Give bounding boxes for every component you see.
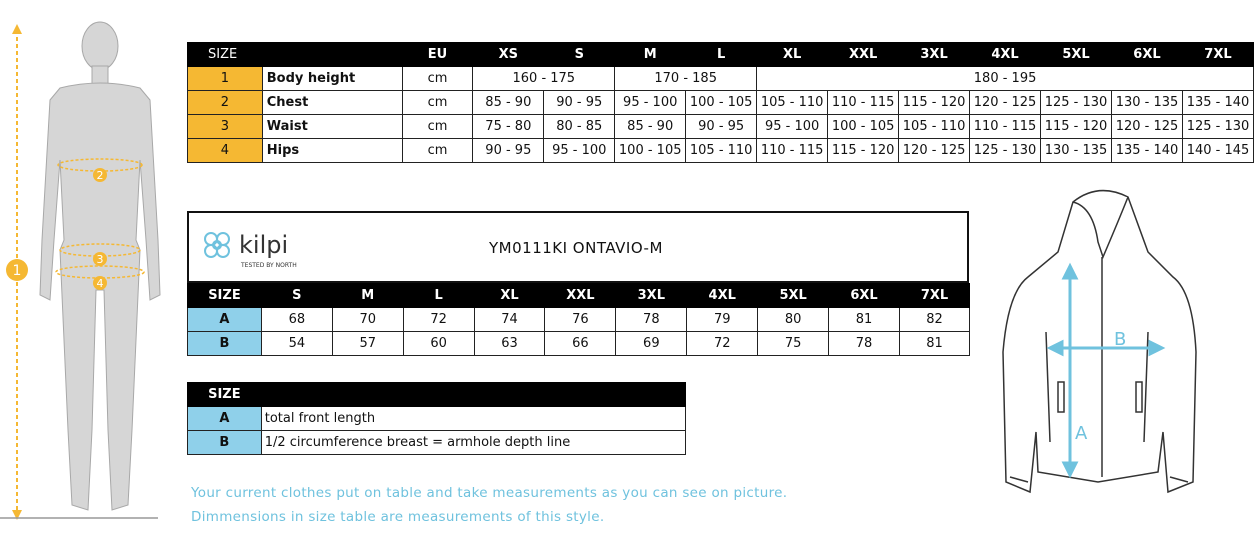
table-cell: 130 - 135: [1112, 91, 1183, 115]
marker-3: 3: [96, 253, 104, 266]
table-cell: 100 - 105: [615, 139, 686, 163]
table-cell: 115 - 120: [899, 91, 970, 115]
measurement-legend-table: [187, 382, 686, 455]
header-4xl: 4XL: [970, 43, 1041, 67]
header-eu: EU: [402, 43, 473, 67]
table-cell: 57: [332, 332, 403, 356]
table-cell: 125 - 130: [1182, 115, 1253, 139]
table-row: [188, 308, 970, 332]
table-row: [188, 67, 1254, 91]
marker-b: B: [1114, 329, 1127, 350]
table-cell: 75: [758, 332, 829, 356]
table-cell: 110 - 115: [970, 115, 1041, 139]
table-cell: 74: [474, 308, 545, 332]
table-cell: 140 - 145: [1182, 139, 1253, 163]
row-number: 4: [188, 139, 263, 163]
table-cell: 105 - 110: [686, 139, 757, 163]
row-unit: cm: [402, 67, 473, 91]
header-xxl: XXL: [828, 43, 899, 67]
header-l: L: [686, 43, 757, 67]
header-6xl: 6XL: [829, 284, 900, 308]
header-size: SIZE: [188, 284, 262, 308]
table-cell: 110 - 115: [828, 91, 899, 115]
table-cell: 120 - 125: [1112, 115, 1183, 139]
model-name: YM0111KI ONTAVIO-M: [489, 239, 663, 257]
header-l: L: [403, 284, 474, 308]
table-cell: 78: [829, 332, 900, 356]
row-label: A: [188, 308, 262, 332]
table-cell: 120 - 125: [970, 91, 1041, 115]
table-cell: 81: [900, 332, 970, 356]
row-label: B: [188, 332, 262, 356]
header-m: M: [332, 284, 403, 308]
table-cell: 54: [261, 332, 332, 356]
row-number: 1: [188, 67, 263, 91]
table-row: [188, 91, 1254, 115]
row-name: Hips: [262, 139, 402, 163]
header-5xl: 5XL: [758, 284, 829, 308]
table-cell: 90 - 95: [544, 91, 615, 115]
table-cell: 90 - 95: [686, 115, 757, 139]
table-cell: 95 - 100: [544, 139, 615, 163]
marker-a: A: [1075, 423, 1088, 444]
row-description: 1/2 circumference breast = armhole depth line: [261, 431, 685, 455]
table-cell: 63: [474, 332, 545, 356]
row-name: Body height: [262, 67, 402, 91]
row-name: Waist: [262, 115, 402, 139]
brand-header: [187, 211, 969, 283]
jacket-size-table: [187, 283, 970, 356]
table-cell: 80: [758, 308, 829, 332]
table-row: [188, 407, 686, 431]
table-cell: 80 - 85: [544, 115, 615, 139]
row-unit: cm: [402, 115, 473, 139]
table-cell: 130 - 135: [1041, 139, 1112, 163]
table-cell: 72: [403, 308, 474, 332]
table-cell: 78: [616, 308, 687, 332]
jacket-table-header: [188, 284, 970, 308]
header-xs: XS: [473, 43, 544, 67]
header-3xl: 3XL: [616, 284, 687, 308]
header-5xl: 5XL: [1041, 43, 1112, 67]
header-xl: XL: [474, 284, 545, 308]
table-row: [188, 332, 970, 356]
row-name: Chest: [262, 91, 402, 115]
body-table-header: [188, 43, 1254, 67]
row-number: 2: [188, 91, 263, 115]
header-m: M: [615, 43, 686, 67]
row-label: B: [188, 431, 262, 455]
table-cell: 68: [261, 308, 332, 332]
table-cell: 115 - 120: [1041, 115, 1112, 139]
marker-4: 4: [96, 277, 104, 290]
table-cell: 110 - 115: [757, 139, 828, 163]
table-cell: 125 - 130: [1041, 91, 1112, 115]
table-cell: 180 - 195: [757, 67, 1254, 91]
table-cell: 115 - 120: [828, 139, 899, 163]
header-7xl: 7XL: [1182, 43, 1253, 67]
table-cell: 82: [900, 308, 970, 332]
header-6xl: 6XL: [1112, 43, 1183, 67]
table-cell: 70: [332, 308, 403, 332]
table-cell: 72: [687, 332, 758, 356]
table-cell: 76: [545, 308, 616, 332]
body-size-table: [187, 42, 1254, 163]
header-xl: XL: [757, 43, 828, 67]
table-cell: 135 - 140: [1182, 91, 1253, 115]
table-cell: 100 - 105: [686, 91, 757, 115]
table-cell: 95 - 100: [757, 115, 828, 139]
table-row: [188, 431, 686, 455]
table-cell: 79: [687, 308, 758, 332]
svg-text:TESTED BY NORTH: TESTED BY NORTH: [241, 262, 297, 269]
marker-2: 2: [96, 169, 104, 182]
table-cell: 69: [616, 332, 687, 356]
table-cell: 85 - 90: [473, 91, 544, 115]
header-size: SIZE: [188, 43, 403, 67]
table-cell: 100 - 105: [828, 115, 899, 139]
table-cell: 85 - 90: [615, 115, 686, 139]
table-cell: 120 - 125: [899, 139, 970, 163]
row-description: total front length: [261, 407, 685, 431]
header-7xl: 7XL: [900, 284, 970, 308]
body-measurement-figure: [0, 10, 180, 525]
jacket-illustration: [998, 182, 1198, 507]
table-row: [188, 115, 1254, 139]
svg-text:kilpi: kilpi: [239, 231, 289, 259]
table-row: [188, 139, 1254, 163]
header-xxl: XXL: [545, 284, 616, 308]
table-cell: 160 - 175: [473, 67, 615, 91]
table-cell: 105 - 110: [757, 91, 828, 115]
row-number: 3: [188, 115, 263, 139]
table-cell: 125 - 130: [970, 139, 1041, 163]
row-label: A: [188, 407, 262, 431]
table-cell: 105 - 110: [899, 115, 970, 139]
table-cell: 81: [829, 308, 900, 332]
header-blank: [261, 383, 685, 407]
marker-1: 1: [12, 263, 22, 279]
row-unit: cm: [402, 91, 473, 115]
table-cell: 95 - 100: [615, 91, 686, 115]
row-unit: cm: [402, 139, 473, 163]
header-s: S: [261, 284, 332, 308]
legend-header: [188, 383, 686, 407]
note-line-2: Dimmensions in size table are measurements of this style.: [191, 509, 605, 525]
table-cell: 66: [545, 332, 616, 356]
header-4xl: 4XL: [687, 284, 758, 308]
note-line-1: Your current clothes put on table and take measurements as you can see on picture.: [191, 485, 788, 501]
table-cell: 135 - 140: [1112, 139, 1183, 163]
header-s: S: [544, 43, 615, 67]
table-cell: 170 - 185: [615, 67, 757, 91]
header-size: SIZE: [188, 383, 262, 407]
table-cell: 90 - 95: [473, 139, 544, 163]
table-cell: 75 - 80: [473, 115, 544, 139]
kilpi-logo: [197, 225, 317, 275]
header-3xl: 3XL: [899, 43, 970, 67]
table-cell: 60: [403, 332, 474, 356]
